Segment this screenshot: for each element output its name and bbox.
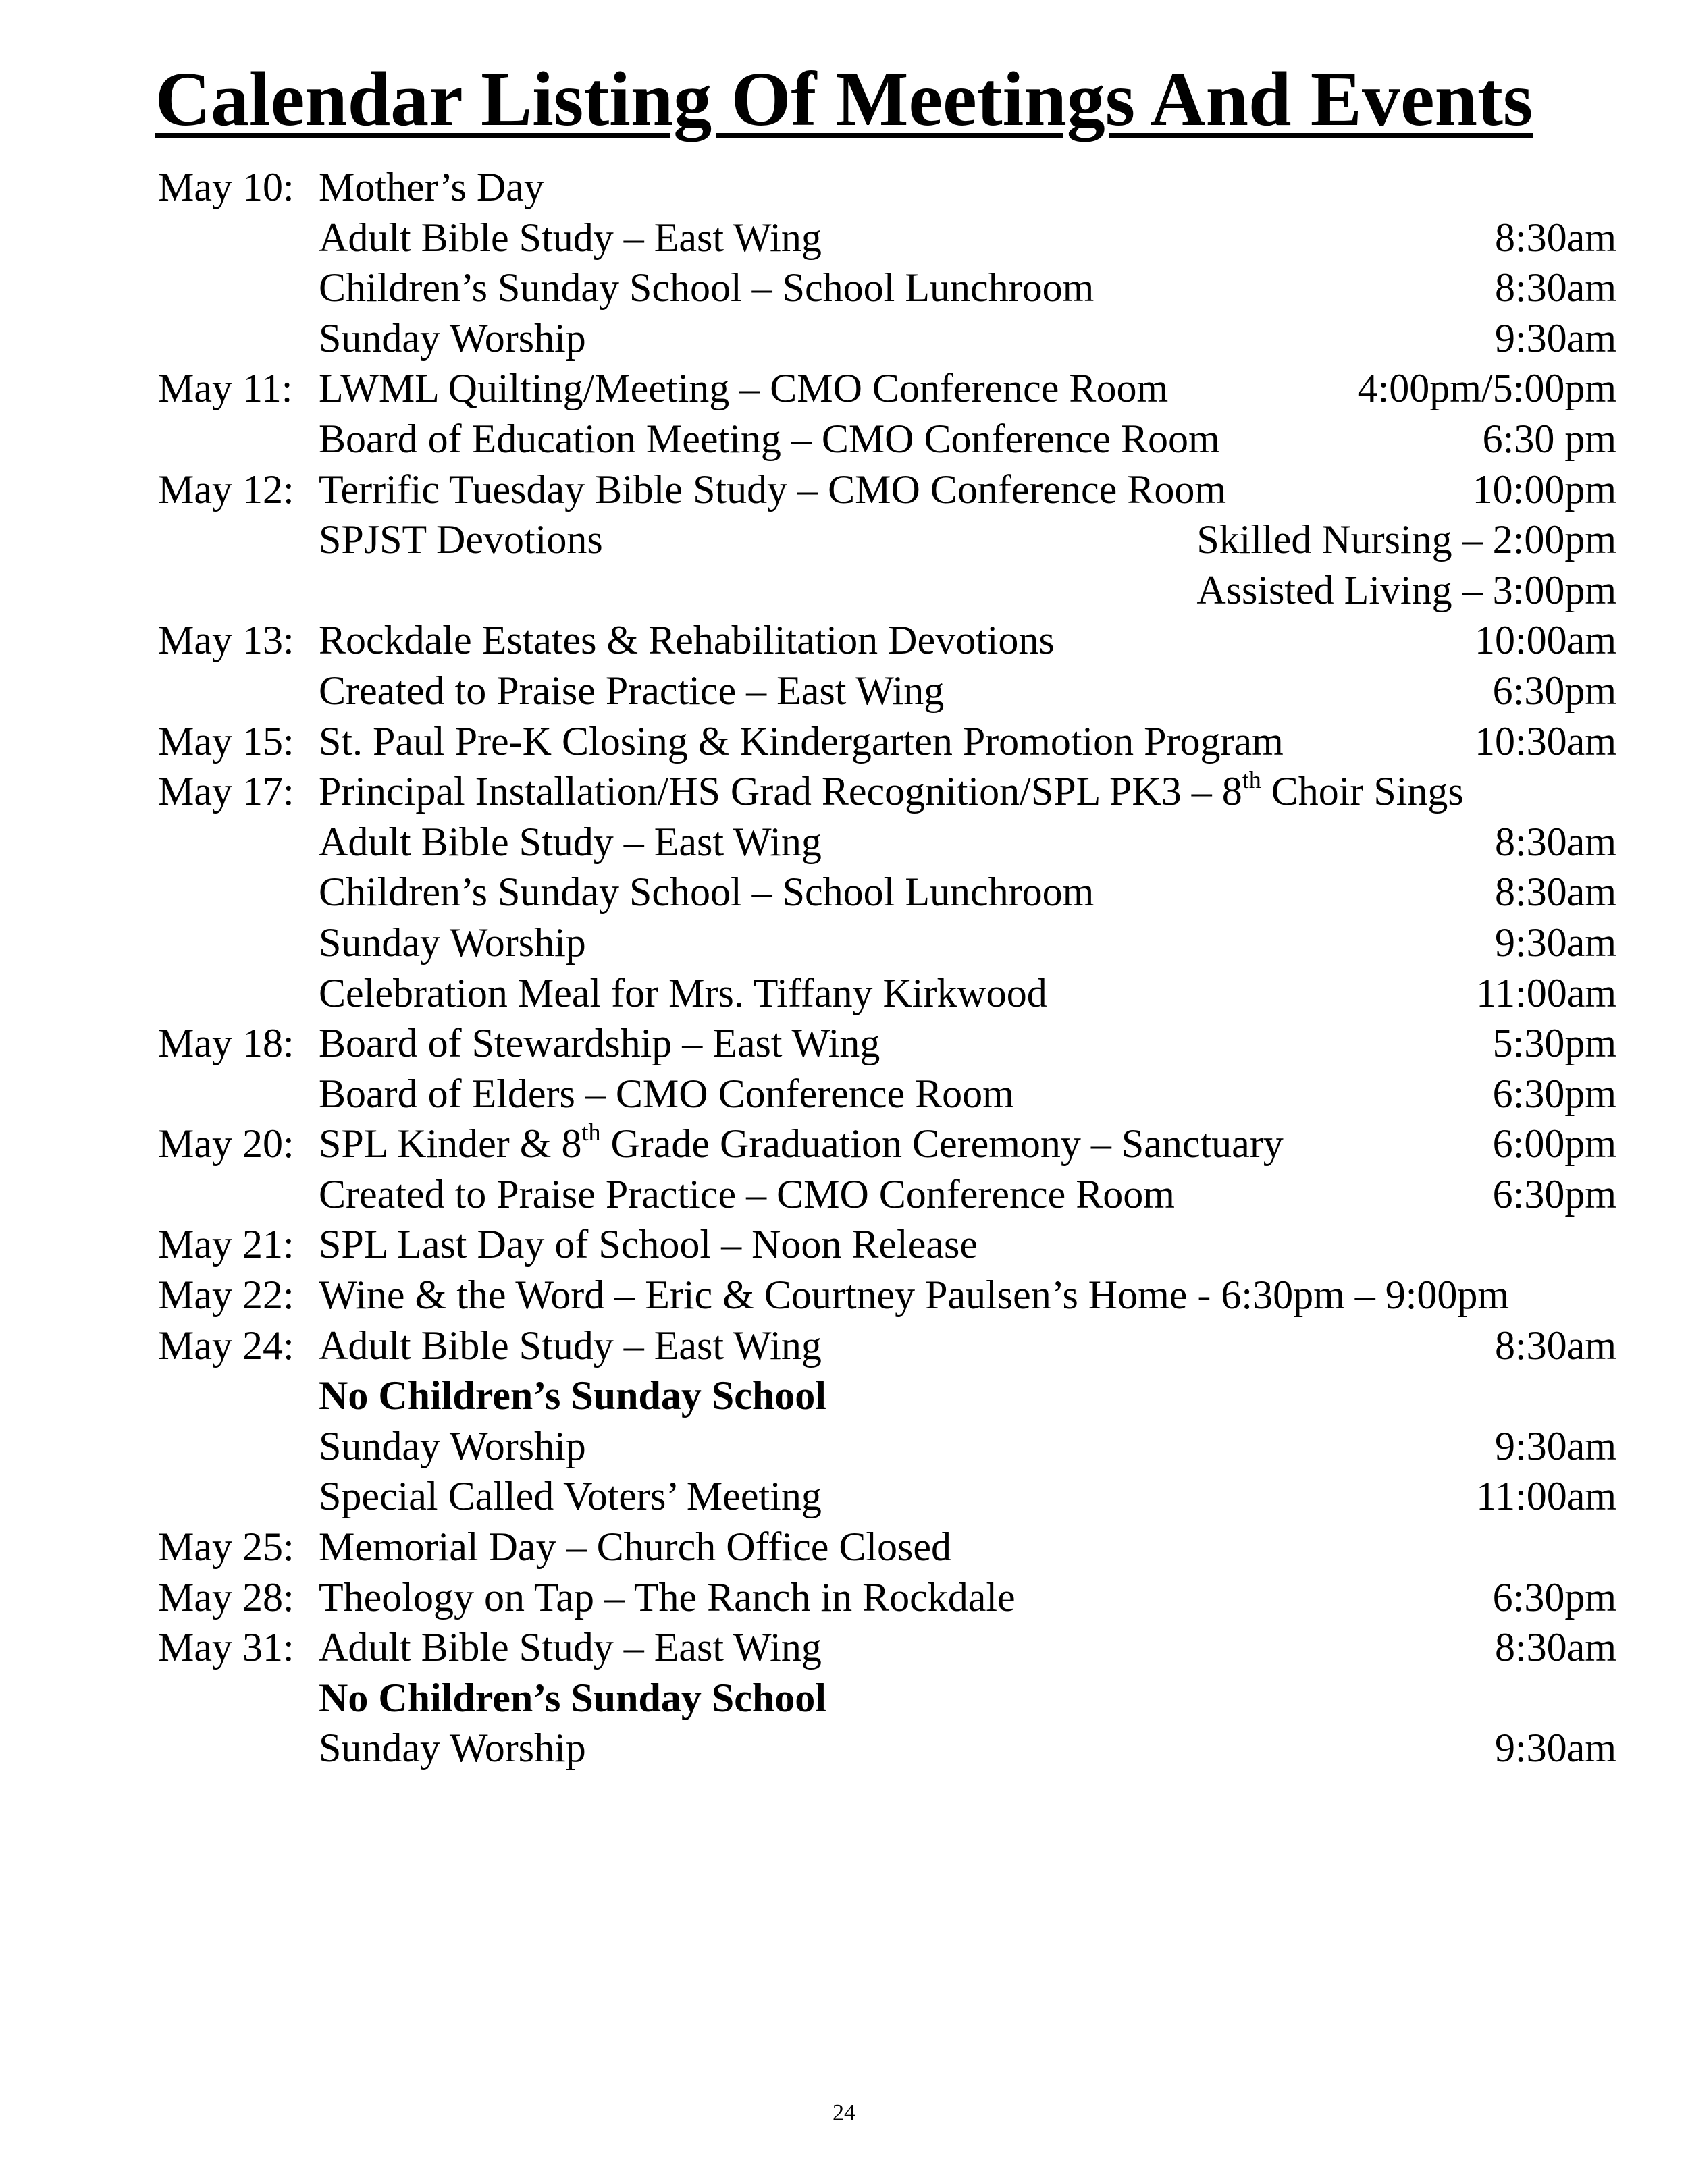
calendar-entry [158, 1270, 1616, 1321]
entry-time: 11:00am [1476, 1474, 1616, 1519]
entry-date: May 20: [158, 1121, 294, 1167]
calendar-entry [158, 1321, 1616, 1371]
calendar-listing [158, 162, 1616, 1774]
calendar-entry [158, 1572, 1616, 1623]
calendar-entry [158, 363, 1616, 414]
entry-time: 8:30am [1495, 265, 1616, 311]
calendar-entry [158, 1069, 1616, 1119]
entry-event: Theology on Tap – The Ranch in Rockdale [319, 1574, 1016, 1620]
entry-event-text: Grade Graduation Ceremony – Sanctuary [600, 1121, 1284, 1167]
calendar-entry [158, 514, 1616, 565]
calendar-entry [158, 1622, 1616, 1673]
calendar-entry [158, 162, 1616, 213]
entry-time: Assisted Living – 3:00pm [1196, 567, 1616, 612]
calendar-entry [158, 766, 1616, 817]
calendar-entry [158, 1673, 1616, 1724]
entry-date: May 18: [158, 1021, 294, 1066]
calendar-entry [158, 1370, 1616, 1421]
calendar-entry [158, 565, 1616, 616]
entry-event: St. Paul Pre-K Closing & Kindergarten Promotion Program [319, 718, 1284, 764]
calendar-entry [158, 917, 1616, 968]
calendar-entry [158, 968, 1616, 1019]
entry-event: Special Called Voters’ Meeting [319, 1474, 822, 1519]
entry-time: 6:30pm [1492, 1071, 1616, 1116]
calendar-entry [158, 1169, 1616, 1220]
entry-date: May 22: [158, 1273, 294, 1318]
entry-event: Celebration Meal for Mrs. Tiffany Kirkwood [319, 970, 1047, 1015]
entry-time: 10:30am [1475, 718, 1616, 764]
entry-event: Children’s Sunday School – School Lunchroom [319, 870, 1094, 915]
calendar-entry [158, 1119, 1616, 1169]
entry-event: Terrific Tuesday Bible Study – CMO Conference Room [319, 467, 1226, 512]
entry-event: Rockdale Estates & Rehabilitation Devotions [319, 618, 1055, 663]
entry-time: 4:00pm/5:00pm [1357, 366, 1616, 411]
calendar-entry [158, 1471, 1616, 1522]
entry-date: May 15: [158, 718, 294, 764]
entry-event [319, 1119, 1284, 1169]
calendar-entry [158, 666, 1616, 716]
calendar-entry [158, 464, 1616, 515]
entry-time: Skilled Nursing – 2:00pm [1196, 517, 1616, 562]
page-number: 24 [833, 2100, 855, 2125]
calendar-entry [158, 615, 1616, 666]
calendar-entry [158, 716, 1616, 767]
entry-event [319, 766, 1464, 817]
entry-time: 6:30pm [1492, 1171, 1616, 1217]
entry-date: May 11: [158, 366, 293, 411]
entry-date: May 31: [158, 1625, 294, 1670]
entry-time: 5:30pm [1492, 1021, 1616, 1066]
entry-date: May 17: [158, 769, 294, 814]
entry-event: Board of Stewardship – East Wing [319, 1021, 880, 1066]
entry-time: 8:30am [1495, 1625, 1616, 1670]
ordinal-suffix: th [581, 1119, 601, 1146]
entry-time: 9:30am [1495, 1423, 1616, 1468]
entry-time: 11:00am [1476, 970, 1616, 1015]
entry-event: SPL Last Day of School – Noon Release [319, 1222, 978, 1267]
calendar-entry [158, 1421, 1616, 1472]
calendar-entry [158, 1219, 1616, 1270]
entry-event: Adult Bible Study – East Wing [319, 1323, 822, 1368]
calendar-entry [158, 213, 1616, 263]
entry-date: May 24: [158, 1323, 294, 1368]
entry-event: No Children’s Sunday School [319, 1675, 826, 1720]
calendar-entry [158, 313, 1616, 364]
entry-event: Sunday Worship [319, 315, 586, 361]
entry-time: 10:00pm [1472, 467, 1616, 512]
entry-time: 9:30am [1495, 920, 1616, 965]
calendar-entry [158, 1018, 1616, 1069]
page-title: Calendar Listing Of Meetings And Events [155, 56, 1533, 142]
entry-event: Adult Bible Study – East Wing [319, 1625, 822, 1670]
entry-event: Sunday Worship [319, 1423, 586, 1468]
entry-date: May 12: [158, 467, 294, 512]
entry-event: Created to Praise Practice – CMO Conference Room [319, 1171, 1175, 1217]
entry-time: 6:00pm [1492, 1121, 1616, 1167]
calendar-entry [158, 1723, 1616, 1774]
entry-event: Created to Praise Practice – East Wing [319, 668, 945, 713]
entry-event: Board of Education Meeting – CMO Conference Room [319, 416, 1220, 461]
entry-time: 6:30pm [1492, 1574, 1616, 1620]
entry-event: Sunday Worship [319, 920, 586, 965]
entry-event: Wine & the Word – Eric & Courtney Paulsen’s Home - 6:30pm – 9:00pm [319, 1273, 1510, 1318]
calendar-entry [158, 867, 1616, 917]
entry-time: 8:30am [1495, 819, 1616, 864]
entry-time: 9:30am [1495, 315, 1616, 361]
entry-event-text: Choir Sings [1261, 769, 1464, 814]
entry-time: 9:30am [1495, 1726, 1616, 1771]
entry-event: Adult Bible Study – East Wing [319, 819, 822, 864]
entry-time: 8:30am [1495, 1323, 1616, 1368]
entry-event: Board of Elders – CMO Conference Room [319, 1071, 1014, 1116]
calendar-entry [158, 1522, 1616, 1572]
calendar-entry [158, 817, 1616, 868]
entry-event: No Children’s Sunday School [319, 1373, 826, 1418]
calendar-entry [158, 263, 1616, 313]
entry-date: May 28: [158, 1574, 294, 1620]
entry-date: May 21: [158, 1222, 294, 1267]
ordinal-suffix: th [1242, 766, 1261, 794]
entry-time: 8:30am [1495, 870, 1616, 915]
entry-event: Mother’s Day [319, 165, 544, 209]
entry-date: May 10: [158, 165, 294, 209]
entry-event-text: SPL Kinder & 8 [319, 1121, 582, 1167]
entry-event: LWML Quilting/Meeting – CMO Conference Room [319, 366, 1169, 411]
entry-event: Adult Bible Study – East Wing [319, 215, 822, 260]
entry-event: Children’s Sunday School – School Lunchroom [319, 265, 1094, 311]
entry-time: 6:30pm [1492, 668, 1616, 713]
entry-event: Sunday Worship [319, 1726, 586, 1771]
entry-time: 6:30 pm [1482, 416, 1616, 461]
entry-date: May 13: [158, 618, 294, 663]
entry-event: Memorial Day – Church Office Closed [319, 1524, 952, 1570]
entry-time: 10:00am [1475, 618, 1616, 663]
calendar-entry [158, 414, 1616, 464]
entry-date: May 25: [158, 1524, 294, 1570]
entry-event-text: Principal Installation/HS Grad Recognition/SPL PK3 – 8 [319, 769, 1242, 814]
entry-time: 8:30am [1495, 215, 1616, 260]
entry-event: SPJST Devotions [319, 517, 603, 562]
